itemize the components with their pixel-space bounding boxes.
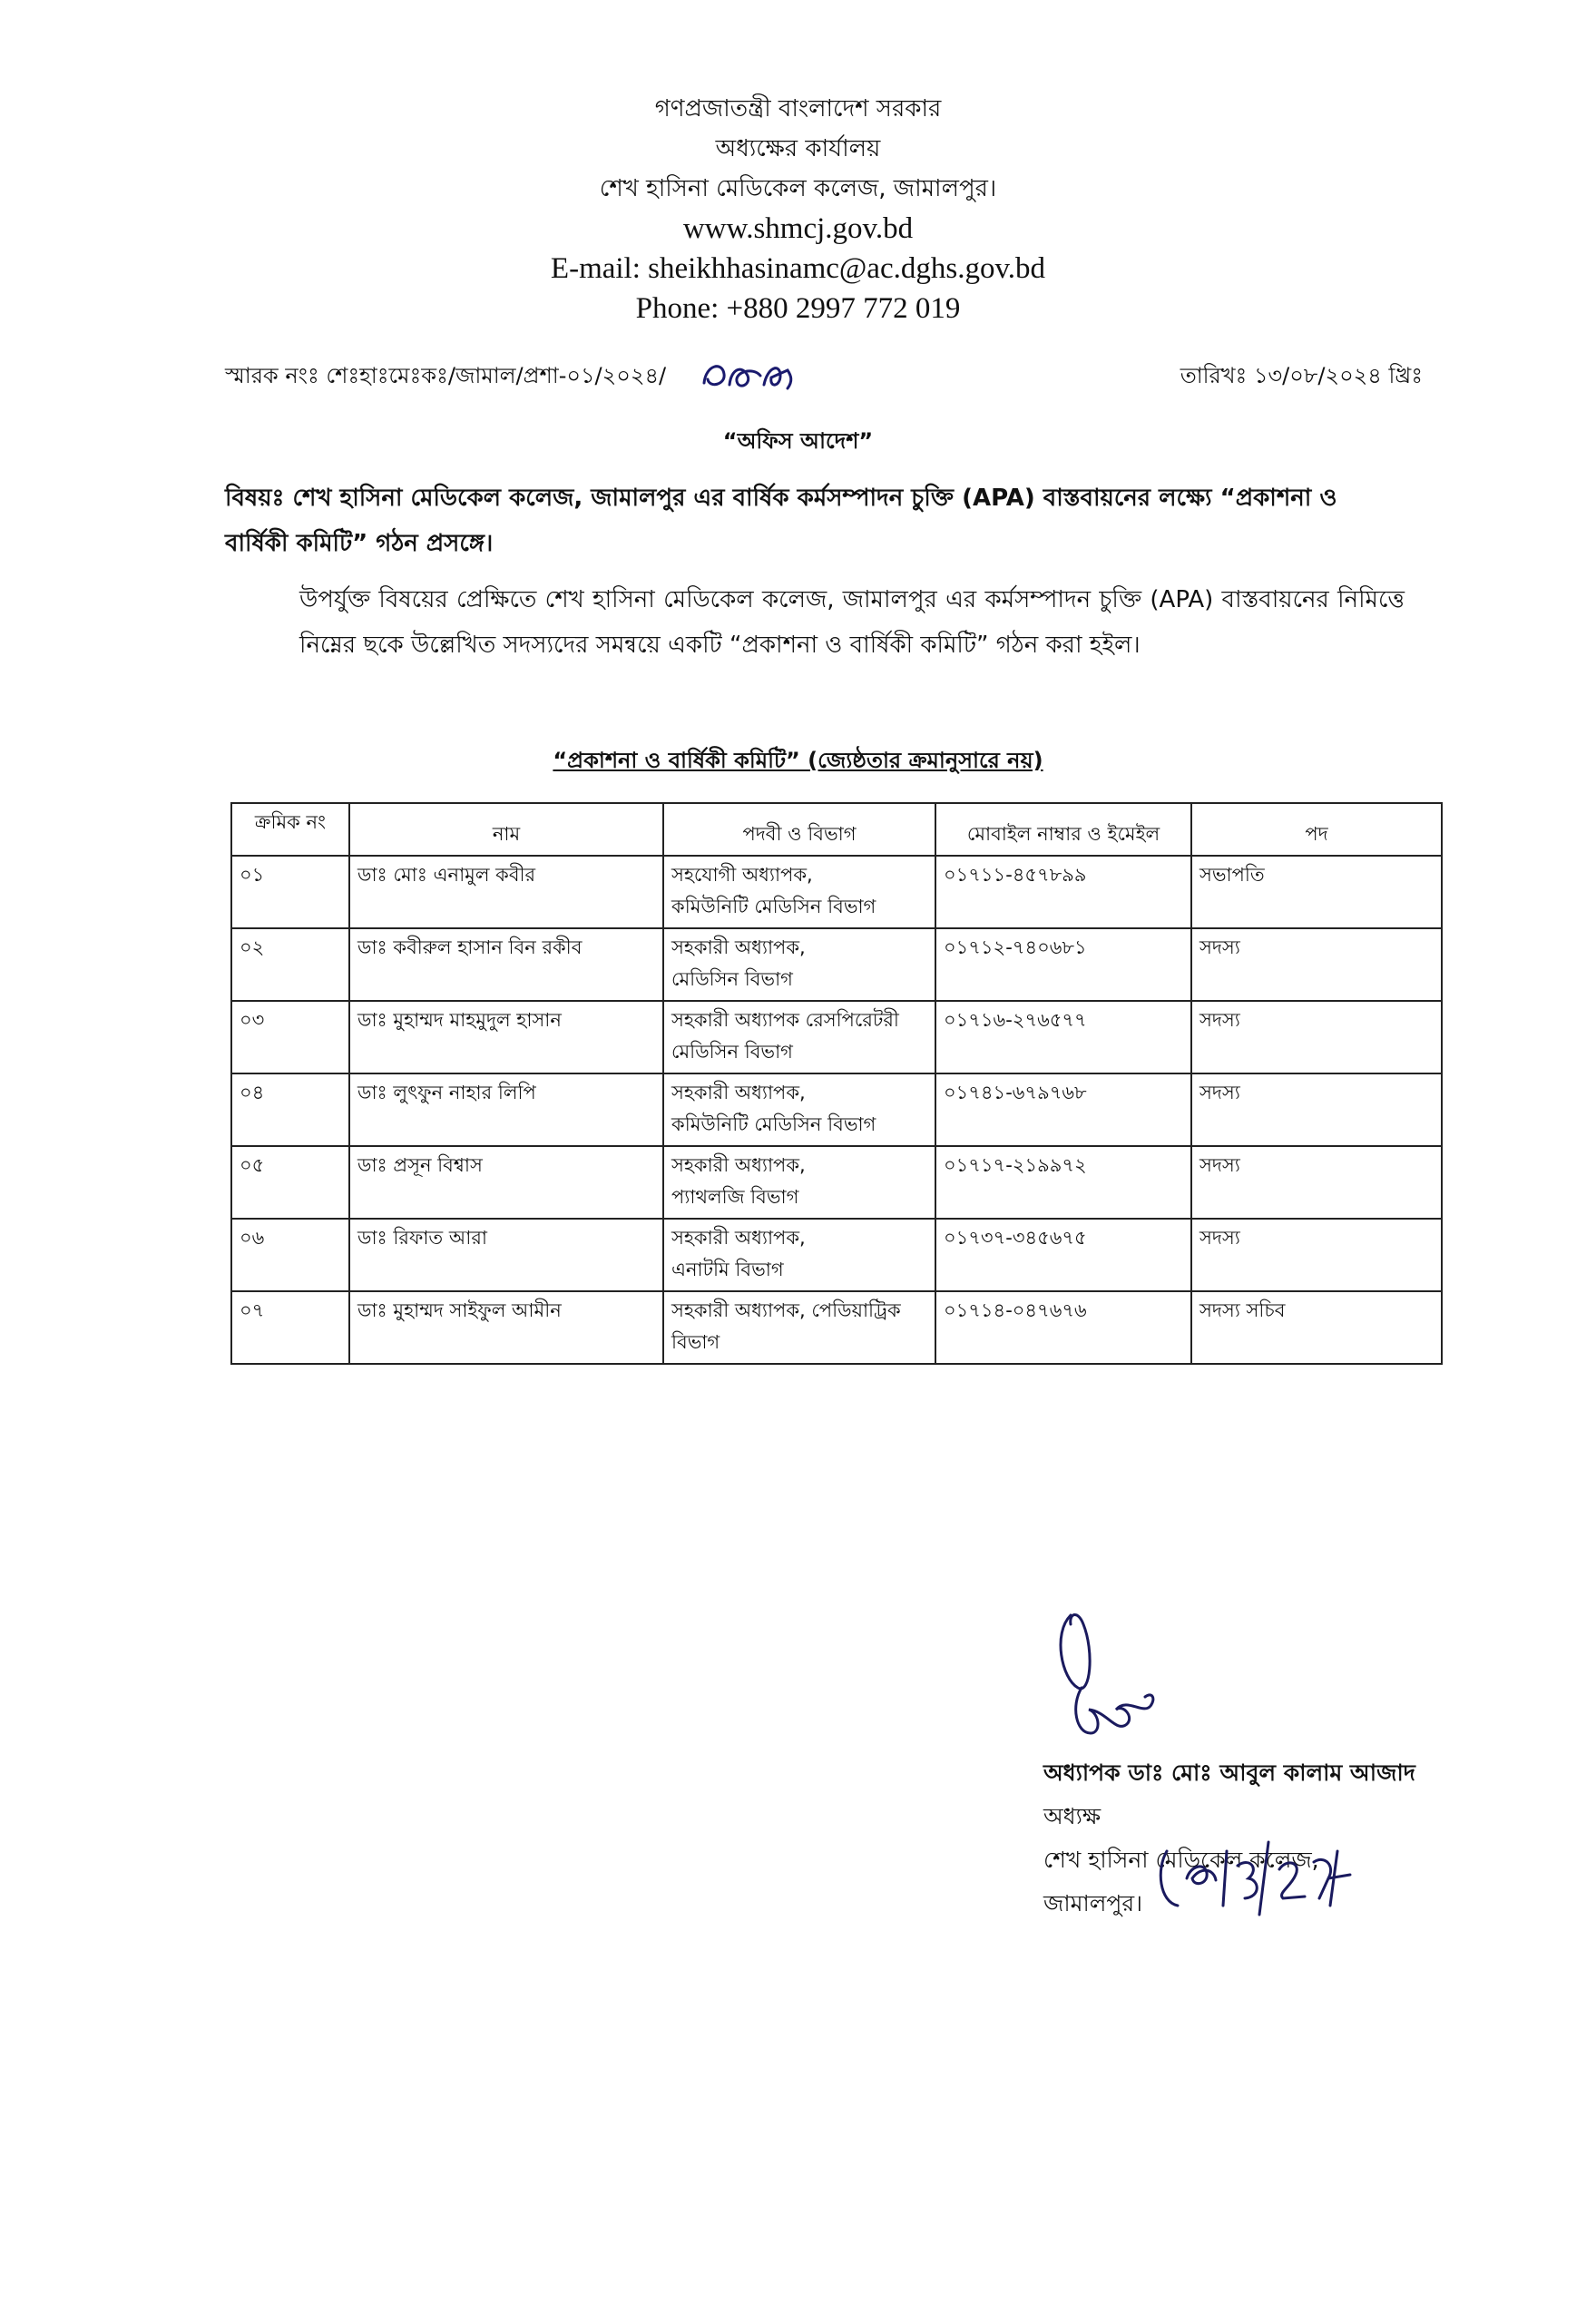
- cell-role: সদস্য: [1191, 1001, 1442, 1073]
- cell-name: ডাঃ মুহাম্মদ মাহমুদুল হাসান: [349, 1001, 663, 1073]
- cell-designation: [663, 1219, 935, 1291]
- website: www.shmcj.gov.bd: [682, 212, 914, 245]
- body-text: উপর্যুক্ত বিষয়ের প্রেক্ষিতে শেখ হাসিনা মেডিকেল কলেজ, জামালপুর এর কর্মসম্পাদন চুক্তি (APA) বাস্তবায়নের নিমিত্তে নিম্নের ছকে উল্লেখিত সদস্যদের সমন্বয়ে একটি “প্রকাশনা ও বার্ষিকী কমিটি” গঠন করা হইল।: [299, 586, 1405, 659]
- cell-role: সদস্য: [1191, 1146, 1442, 1219]
- table-row: [231, 1073, 1442, 1146]
- committee-table: [230, 802, 1443, 1365]
- subject-line: বিষয়ঃ শেখ হাসিনা মেডিকেল কলেজ, জামালপুর এর বার্ষিক কর্মসম্পাদন চুক্তি (APA) বাস্তবায়নের লক্ষ্যে “প্রকাশনা ও বার্ষিকী কমিটি” গঠন প্রসঙ্গে।: [225, 485, 1337, 557]
- signatory-city: জামালপুর।: [1043, 1890, 1143, 1916]
- cell-mobile: ০১৭৩৭-৩৪৫৬৭৫: [935, 1219, 1191, 1291]
- cell-designation: [663, 928, 935, 1001]
- table-row: [231, 1291, 1442, 1364]
- designation-text: সহকারী অধ্যাপক,: [671, 1154, 806, 1176]
- cell-sl: ০৬: [231, 1219, 349, 1291]
- phone: Phone: +880 2997 772 019: [635, 292, 961, 325]
- cell-sl: ০৭: [231, 1291, 349, 1364]
- cell-role: সভাপতি: [1191, 856, 1442, 928]
- cell-name: ডাঃ মোঃ এনামুল কবীর: [349, 856, 663, 928]
- cell-sl: ০৪: [231, 1073, 349, 1146]
- cell-name: ডাঃ প্রসূন বিশ্বাস: [349, 1146, 663, 1219]
- office-order-title: “অফিস আদেশ”: [722, 428, 874, 454]
- cell-name: ডাঃ কবীরুল হাসান বিন রকীব: [349, 928, 663, 1001]
- designation-text: সহযোগী অধ্যাপক,: [671, 864, 813, 886]
- cell-name: ডাঃ মুহাম্মদ সাইফুল আমীন: [349, 1291, 663, 1364]
- cell-mobile: ০১৭১৬-২৭৬৫৭৭: [935, 1001, 1191, 1073]
- department-text: এনাটমি বিভাগ: [671, 1259, 784, 1280]
- body-paragraph: [225, 577, 1405, 668]
- department-text: কমিউনিটি মেডিসিন বিভাগ: [671, 1113, 876, 1135]
- committee-table-title: “প্রকাশনা ও বার্ষিকী কমিটি” (জ্যেষ্ঠতার ক্রমানুসারে নয়): [553, 748, 1043, 773]
- table-row: [231, 1001, 1442, 1073]
- handwritten-memo-number: [697, 348, 806, 399]
- department-text: প্যাথলজি বিভাগ: [671, 1186, 799, 1208]
- signatory-title: অধ্যক্ষ: [1043, 1803, 1102, 1829]
- handwritten-date-signature: [1150, 1815, 1368, 1924]
- cell-role: সদস্য সচিব: [1191, 1291, 1442, 1364]
- department-text: মেডিসিন বিভাগ: [671, 1041, 793, 1063]
- designation-text: সহকারী অধ্যাপক, পেডিয়াট্রিক: [671, 1299, 901, 1321]
- college-name: শেখ হাসিনা মেডিকেল কলেজ, জামালপুর।: [599, 175, 997, 202]
- government-name: গণপ্রজাতন্ত্রী বাংলাদেশ সরকার: [654, 95, 942, 123]
- cell-sl: ০২: [231, 928, 349, 1001]
- designation-text: সহকারী অধ্যাপক,: [671, 1082, 806, 1103]
- email: E-mail: sheikhhasinamc@ac.dghs.gov.bd: [550, 252, 1046, 285]
- cell-sl: ০১: [231, 856, 349, 928]
- signatory-name: অধ্যাপক ডাঃ মোঃ আবুল কালাম আজাদ: [1043, 1759, 1415, 1786]
- table-row: [231, 1219, 1442, 1291]
- department-text: মেডিসিন বিভাগ: [671, 968, 793, 990]
- cell-mobile: ০১৭৪১-৬৭৯৭৬৮: [935, 1073, 1191, 1146]
- cell-designation: [663, 1001, 935, 1073]
- designation-text: সহকারী অধ্যাপক,: [671, 936, 806, 958]
- cell-role: সদস্য: [1191, 1219, 1442, 1291]
- table-row: [231, 1146, 1442, 1219]
- cell-designation: [663, 856, 935, 928]
- memo-number: স্মারক নংঃ শেঃহাঃমেঃকঃ/জামাল/প্রশা-০১/২০২৪/: [225, 363, 667, 388]
- cell-sl: ০৩: [231, 1001, 349, 1073]
- header-role: পদ: [1191, 803, 1442, 856]
- department-text: কমিউনিটি মেডিসিন বিভাগ: [671, 896, 876, 917]
- header-sl: ক্রমিক নং: [231, 803, 349, 856]
- header-contact: মোবাইল নাম্বার ও ইমেইল: [935, 803, 1191, 856]
- cell-name: ডাঃ লুৎফুন নাহার লিপি: [349, 1073, 663, 1146]
- cell-designation: [663, 1146, 935, 1219]
- cell-designation: [663, 1073, 935, 1146]
- office-name: অধ্যক্ষের কার্যালয়: [715, 135, 881, 162]
- table-row: [231, 928, 1442, 1001]
- table-row: [231, 856, 1442, 928]
- designation-text: সহকারী অধ্যাপক,: [671, 1227, 806, 1249]
- signatory-institution: শেখ হাসিনা মেডিকেল কলেজ,: [1043, 1847, 1319, 1873]
- cell-mobile: ০১৭১৪-০৪৭৬৭৬: [935, 1291, 1191, 1364]
- cell-role: সদস্য: [1191, 1073, 1442, 1146]
- memo-row: [225, 359, 1423, 399]
- letterhead: [0, 89, 1596, 328]
- cell-designation: [663, 1291, 935, 1364]
- cell-name: ডাঃ রিফাত আরা: [349, 1219, 663, 1291]
- cell-mobile: ০১৭১৭-২১৯৯৭২: [935, 1146, 1191, 1219]
- cell-sl: ০৫: [231, 1146, 349, 1219]
- memo-date: তারিখঃ ১৩/০৮/২০২৪ খ্রিঃ: [1180, 363, 1423, 388]
- header-designation: পদবী ও বিভাগ: [663, 803, 935, 856]
- header-name: নাম: [349, 803, 663, 856]
- department-text: বিভাগ: [671, 1331, 720, 1353]
- cell-mobile: ০১৭১১-৪৫৭৮৯৯: [935, 856, 1191, 928]
- table-header-row: [231, 803, 1442, 856]
- signature-mark: [1043, 1597, 1207, 1751]
- cell-mobile: ০১৭১২-৭৪০৬৮১: [935, 928, 1191, 1001]
- cell-role: সদস্য: [1191, 928, 1442, 1001]
- designation-text: সহকারী অধ্যাপক রেসপিরেটরী: [671, 1009, 899, 1031]
